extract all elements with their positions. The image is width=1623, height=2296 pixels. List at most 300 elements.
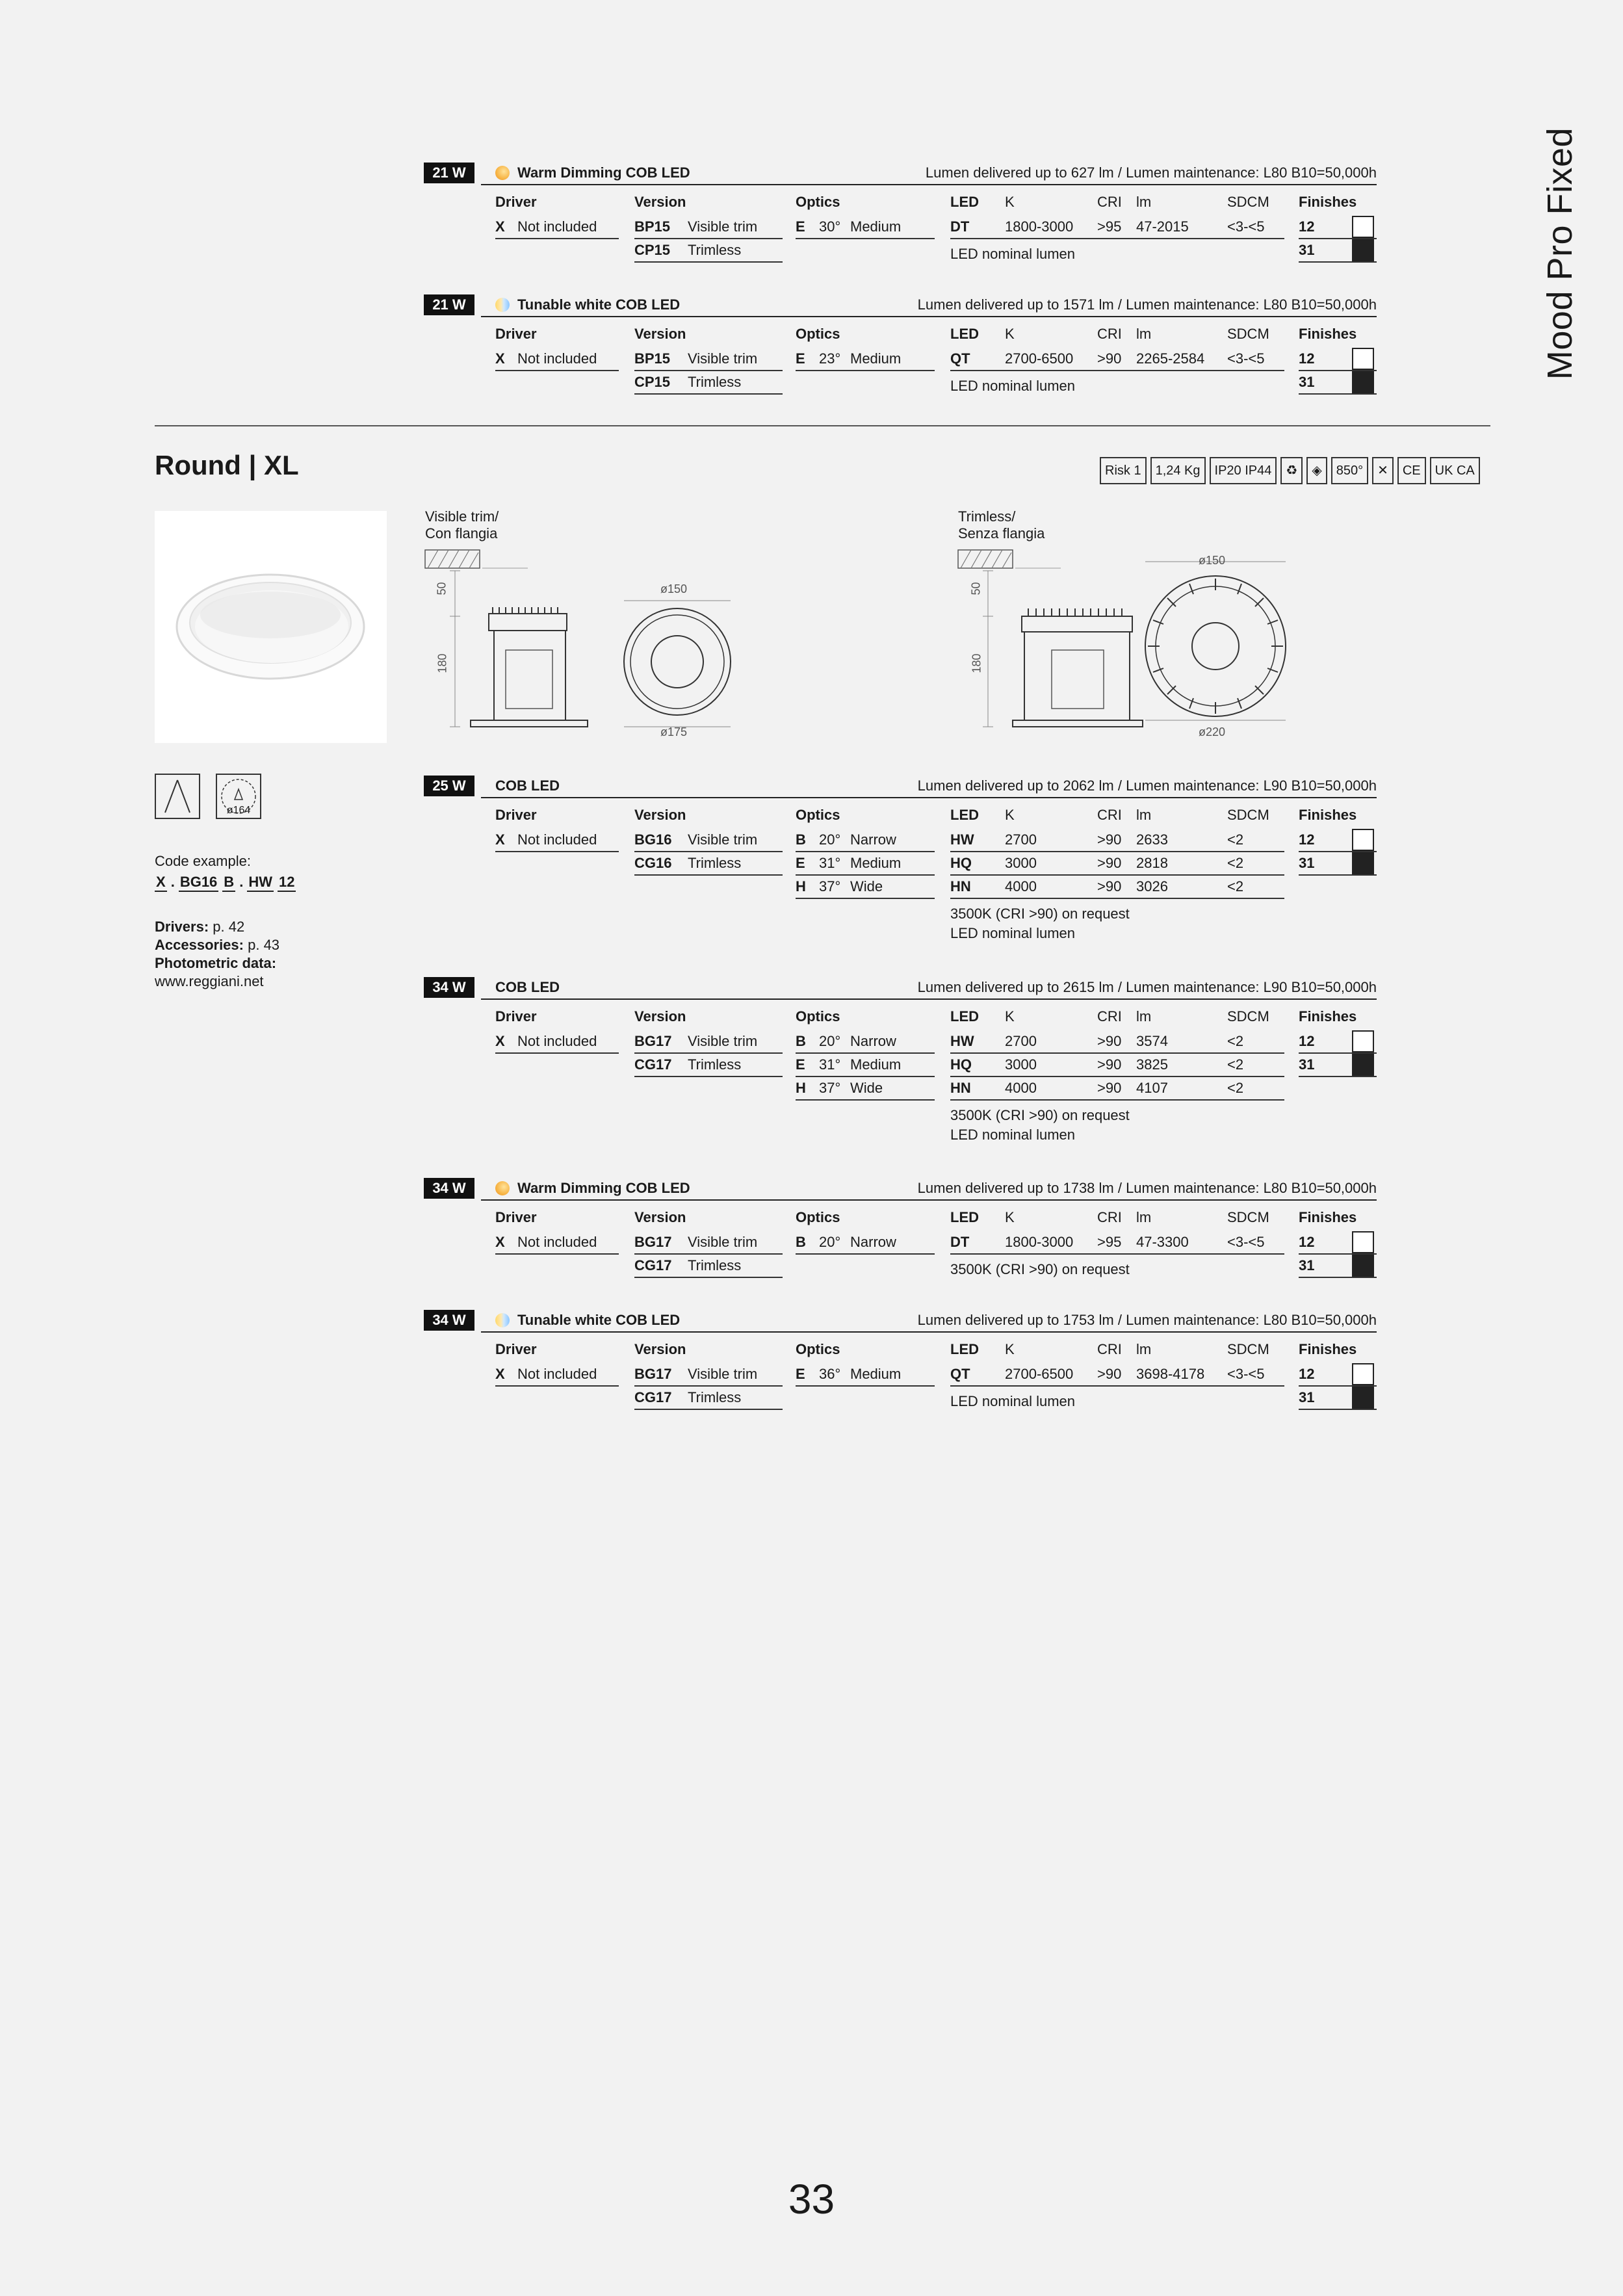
led-code: QT <box>950 1366 970 1382</box>
finish-swatch-white[interactable] <box>1352 1231 1374 1253</box>
sdcm-header: SDCM <box>1227 807 1269 823</box>
driver-header: Driver <box>495 1209 537 1225</box>
version-code: BP15 <box>634 350 671 367</box>
optics-angle: 37° <box>819 1080 841 1096</box>
led-cri: >90 <box>1097 1366 1122 1382</box>
website-link[interactable]: www.reggiani.net <box>155 973 264 989</box>
led-code: HN <box>950 878 971 894</box>
lumen-info: Lumen delivered up to 627 lm / Lumen maintenance: L80 B10=50,000h <box>925 164 1377 181</box>
optics-code: H <box>796 1080 806 1096</box>
version-label: Visible trim <box>688 831 758 848</box>
driver-code: X <box>495 218 505 235</box>
finish-swatch-black[interactable] <box>1352 1054 1374 1076</box>
row-rule <box>634 261 783 263</box>
led-cri: >90 <box>1097 1033 1122 1049</box>
row-rule <box>634 851 783 852</box>
sdcm-header: SDCM <box>1227 326 1269 342</box>
cri-header: CRI <box>1097 1209 1122 1225</box>
version-code: CP15 <box>634 242 671 258</box>
driver-label: Not included <box>517 1234 597 1250</box>
finish-code: 31 <box>1299 1389 1315 1405</box>
version-label: Visible trim <box>688 1033 758 1049</box>
version-code: CG17 <box>634 1389 672 1405</box>
k-header: K <box>1005 1209 1015 1225</box>
spec-block-header <box>424 776 1377 798</box>
optics-header: Optics <box>796 1209 840 1225</box>
row-rule <box>796 851 935 852</box>
version-code: BG17 <box>634 1366 672 1382</box>
k-header: K <box>1005 1008 1015 1024</box>
finishes-header: Finishes <box>1299 1008 1357 1024</box>
cri-header: CRI <box>1097 1341 1122 1357</box>
led-sdcm: <3-<5 <box>1227 218 1265 235</box>
row-rule <box>1299 393 1377 395</box>
row-rule <box>634 393 783 395</box>
lumen-info: Lumen delivered up to 1571 lm / Lumen maintenance: L80 B10=50,000h <box>917 296 1377 313</box>
row-rule <box>495 370 619 371</box>
k-header: K <box>1005 807 1015 823</box>
spec-block-header <box>424 163 1377 185</box>
optics-angle: 23° <box>819 350 841 367</box>
version-code: CG17 <box>634 1056 672 1073</box>
driver-code: X <box>495 831 505 848</box>
finish-code: 31 <box>1299 1257 1315 1273</box>
version-code: BG17 <box>634 1033 672 1049</box>
spec-block <box>424 1178 1377 1294</box>
version-label: Trimless <box>688 1056 742 1073</box>
optics-code: E <box>796 350 805 367</box>
led-sdcm: <3-<5 <box>1227 1234 1265 1250</box>
code-example-part: B <box>222 874 235 892</box>
row-rule <box>796 898 935 899</box>
led-sdcm: <2 <box>1227 855 1244 871</box>
code-example-part: X <box>155 874 167 892</box>
led-sdcm: <2 <box>1227 1033 1244 1049</box>
row-rule <box>1299 1076 1377 1077</box>
led-lm: 3698-4178 <box>1136 1366 1205 1382</box>
cri-header: CRI <box>1097 326 1122 342</box>
row-rule <box>950 1253 1284 1255</box>
led-type: Tunable white COB LED <box>517 1312 681 1328</box>
spec-block <box>424 776 1377 958</box>
optics-header: Optics <box>796 807 840 823</box>
version-label: Trimless <box>688 1389 742 1405</box>
version-header: Version <box>634 194 686 210</box>
code-example-label: Code example: <box>155 853 251 869</box>
optics-code: B <box>796 1234 806 1250</box>
row-rule <box>796 1052 935 1054</box>
optics-header: Optics <box>796 1341 840 1357</box>
row-rule <box>950 1385 1284 1387</box>
driver-code: X <box>495 1234 505 1250</box>
sdcm-header: SDCM <box>1227 1008 1269 1024</box>
row-rule <box>796 1385 935 1387</box>
optics-code: E <box>796 1366 805 1382</box>
optics-angle: 30° <box>819 218 841 235</box>
k-header: K <box>1005 194 1015 210</box>
version-header: Version <box>634 1008 686 1024</box>
driver-header: Driver <box>495 194 537 210</box>
led-code: DT <box>950 218 970 235</box>
led-lm: 47-2015 <box>1136 218 1189 235</box>
diameter-bottom-visible: ø175 <box>660 725 688 738</box>
led-cri: >95 <box>1097 218 1122 235</box>
row-rule <box>634 370 783 371</box>
led-code: HQ <box>950 855 972 871</box>
spec-table <box>424 1200 1377 1294</box>
cri-header: CRI <box>1097 807 1122 823</box>
version-label: Trimless <box>688 374 742 390</box>
optics-label: Narrow <box>850 831 896 848</box>
row-rule <box>796 1099 935 1101</box>
wattage-badge: 34 W <box>424 1310 474 1331</box>
cert-badge: IP20 IP44 <box>1210 457 1277 484</box>
driver-label: Not included <box>517 218 597 235</box>
spec-note: 3500K (CRI >90) on request <box>950 1261 1130 1277</box>
lumen-info: Lumen delivered up to 2615 lm / Lumen maintenance: L90 B10=50,000h <box>917 979 1377 995</box>
sdcm-header: SDCM <box>1227 1209 1269 1225</box>
row-rule <box>950 851 1284 852</box>
row-rule <box>634 874 783 876</box>
height-180-trimless: 180 <box>970 653 983 673</box>
lm-header: lm <box>1136 1008 1152 1024</box>
led-k: 4000 <box>1005 1080 1037 1096</box>
code-example-part: BG16 <box>179 874 218 892</box>
lm-header: lm <box>1136 807 1152 823</box>
finishes-header: Finishes <box>1299 326 1357 342</box>
row-rule <box>1299 261 1377 263</box>
version-label: Visible trim <box>688 1366 758 1382</box>
cert-badge: UK CA <box>1430 457 1480 484</box>
led-code: HQ <box>950 1056 972 1073</box>
row-rule <box>1299 1277 1377 1278</box>
cutout-icon <box>216 774 261 819</box>
led-cri: >90 <box>1097 855 1122 871</box>
code-example-part: . <box>239 874 244 890</box>
version-label: Trimless <box>688 855 742 871</box>
cert-badge: 850° <box>1331 457 1368 484</box>
row-rule <box>950 1099 1284 1101</box>
height-50-trimless: 50 <box>969 582 983 595</box>
led-type: Warm Dimming COB LED <box>517 164 690 181</box>
finish-swatch-white[interactable] <box>1352 1363 1374 1385</box>
code-example-part: 12 <box>278 874 296 892</box>
driver-code: X <box>495 1033 505 1049</box>
row-rule <box>950 898 1284 899</box>
led-header: LED <box>950 1341 979 1357</box>
led-lm: 3574 <box>1136 1033 1168 1049</box>
optics-code: H <box>796 878 806 894</box>
optics-label: Narrow <box>850 1234 896 1250</box>
led-header: LED <box>950 807 979 823</box>
led-k: 3000 <box>1005 855 1037 871</box>
led-sdcm: <2 <box>1227 878 1244 894</box>
led-lm: 2818 <box>1136 855 1168 871</box>
led-type: Warm Dimming COB LED <box>517 1180 690 1196</box>
finish-code: 12 <box>1299 1234 1315 1250</box>
row-rule <box>634 1253 783 1255</box>
cert-badge: ✕ <box>1372 457 1394 484</box>
wattage-badge: 25 W <box>424 776 474 796</box>
product-photo <box>155 511 387 743</box>
drivers-label: Drivers: <box>155 919 209 935</box>
led-header: LED <box>950 1008 979 1024</box>
version-code: CG16 <box>634 855 672 871</box>
optics-angle: 37° <box>819 878 841 894</box>
row-rule <box>634 1052 783 1054</box>
lumen-info: Lumen delivered up to 1738 lm / Lumen maintenance: L80 B10=50,000h <box>917 1180 1377 1196</box>
version-header: Version <box>634 326 686 342</box>
height-50-visible: 50 <box>435 582 448 595</box>
driver-header: Driver <box>495 1341 537 1357</box>
cert-badge: ♻ <box>1280 457 1303 484</box>
led-code: HN <box>950 1080 971 1096</box>
wattage-badge: 21 W <box>424 163 474 183</box>
row-rule <box>950 1076 1284 1077</box>
row-rule <box>796 370 935 371</box>
driver-header: Driver <box>495 326 537 342</box>
spec-table <box>424 999 1377 1159</box>
led-lm: 3825 <box>1136 1056 1168 1073</box>
spec-block-header <box>424 1178 1377 1200</box>
optics-label: Medium <box>850 218 902 235</box>
led-type: Tunable white COB LED <box>517 296 681 313</box>
led-k: 2700-6500 <box>1005 350 1074 367</box>
optics-code: B <box>796 831 806 848</box>
led-code: QT <box>950 350 970 367</box>
trimless-drawing <box>957 545 1295 740</box>
finish-swatch-white[interactable] <box>1352 216 1374 238</box>
side-title: Mood Pro Fixed <box>1540 127 1579 380</box>
k-header: K <box>1005 326 1015 342</box>
optics-header: Optics <box>796 1008 840 1024</box>
lumen-info: Lumen delivered up to 1753 lm / Lumen maintenance: L80 B10=50,000h <box>917 1312 1377 1328</box>
optics-angle: 20° <box>819 1234 841 1250</box>
diameter-top-visible: ø150 <box>660 582 688 595</box>
driver-label: Not included <box>517 831 597 848</box>
led-k: 2700-6500 <box>1005 1366 1074 1382</box>
product-title: Round | XL <box>155 450 299 480</box>
diameter-bottom-trimless: ø220 <box>1199 725 1226 738</box>
led-type: COB LED <box>495 777 560 794</box>
led-k: 1800-3000 <box>1005 1234 1074 1250</box>
optics-label: Medium <box>850 855 902 871</box>
cert-badge: ◈ <box>1306 457 1327 484</box>
cert-badge: CE <box>1397 457 1426 484</box>
led-lm: 2633 <box>1136 831 1168 848</box>
version-header: Version <box>634 1209 686 1225</box>
optics-label: Wide <box>850 1080 883 1096</box>
version-code: BP15 <box>634 218 671 235</box>
led-sdcm: <3-<5 <box>1227 1366 1265 1382</box>
version-label: Trimless <box>688 1257 742 1273</box>
lm-header: lm <box>1136 1341 1152 1357</box>
optics-code: E <box>796 218 805 235</box>
spec-note: 3500K (CRI >90) on request <box>950 906 1130 922</box>
led-type: COB LED <box>495 979 560 995</box>
version-label: Visible trim <box>688 218 758 235</box>
row-rule <box>796 1253 935 1255</box>
wattage-badge: 34 W <box>424 1178 474 1199</box>
finish-swatch-black[interactable] <box>1352 1387 1374 1409</box>
accessories-label: Accessories: <box>155 937 244 953</box>
led-cri: >90 <box>1097 878 1122 894</box>
optics-label: Medium <box>850 1366 902 1382</box>
row-rule <box>1299 874 1377 876</box>
sdcm-header: SDCM <box>1227 194 1269 210</box>
cert-badge: Risk 1 <box>1100 457 1147 484</box>
led-cri: >90 <box>1097 1056 1122 1073</box>
version-label: Trimless <box>688 242 742 258</box>
warm-dimming-icon <box>495 1181 510 1195</box>
page-number: 33 <box>788 2176 835 2223</box>
finish-swatch-white[interactable] <box>1352 348 1374 370</box>
spec-block-header <box>424 977 1377 999</box>
accessories-page: p. 43 <box>248 937 280 953</box>
row-rule <box>495 238 619 239</box>
finishes-header: Finishes <box>1299 1341 1357 1357</box>
led-lm: 3026 <box>1136 878 1168 894</box>
lumen-info: Lumen delivered up to 2062 lm / Lumen maintenance: L90 B10=50,000h <box>917 777 1377 794</box>
led-header: LED <box>950 1209 979 1225</box>
driver-code: X <box>495 1366 505 1382</box>
version-code: CP15 <box>634 374 671 390</box>
optics-label: Narrow <box>850 1033 896 1049</box>
row-rule <box>950 1052 1284 1054</box>
led-k: 1800-3000 <box>1005 218 1074 235</box>
finishes-header: Finishes <box>1299 194 1357 210</box>
finish-swatch-black[interactable] <box>1352 1255 1374 1277</box>
row-rule <box>796 238 935 239</box>
sidebar-references <box>155 918 279 991</box>
led-cri: >90 <box>1097 831 1122 848</box>
optics-angle: 36° <box>819 1366 841 1382</box>
lm-header: lm <box>1136 1209 1152 1225</box>
finish-swatch-black[interactable] <box>1352 239 1374 261</box>
lm-header: lm <box>1136 194 1152 210</box>
diameter-top-trimless: ø150 <box>1199 554 1226 567</box>
led-code: HW <box>950 1033 974 1049</box>
spec-block <box>424 294 1377 410</box>
wattage-badge: 21 W <box>424 294 474 315</box>
spec-block <box>424 1310 1377 1426</box>
optics-label: Wide <box>850 878 883 894</box>
finishes-header: Finishes <box>1299 1209 1357 1225</box>
version-label: Visible trim <box>688 1234 758 1250</box>
finishes-header: Finishes <box>1299 807 1357 823</box>
section-divider <box>155 425 1490 426</box>
finish-swatch-black[interactable] <box>1352 371 1374 393</box>
drivers-page: p. 42 <box>213 919 245 935</box>
led-code: HW <box>950 831 974 848</box>
row-rule <box>634 1409 783 1410</box>
k-header: K <box>1005 1341 1015 1357</box>
spec-table <box>424 317 1377 410</box>
finish-swatch-white[interactable] <box>1352 829 1374 851</box>
finish-code: 12 <box>1299 350 1315 367</box>
led-k: 2700 <box>1005 831 1037 848</box>
visible-trim-drawing <box>424 545 749 740</box>
sdcm-header: SDCM <box>1227 1341 1269 1357</box>
led-sdcm: <2 <box>1227 1080 1244 1096</box>
finish-code: 31 <box>1299 855 1315 871</box>
spec-block-header <box>424 1310 1377 1332</box>
led-sdcm: <3-<5 <box>1227 350 1265 367</box>
row-rule <box>634 1076 783 1077</box>
finish-code: 12 <box>1299 1033 1315 1049</box>
spec-note: LED nominal lumen <box>950 925 1075 941</box>
optics-header: Optics <box>796 194 840 210</box>
led-header: LED <box>950 194 979 210</box>
optics-angle: 31° <box>819 1056 841 1073</box>
led-k: 3000 <box>1005 1056 1037 1073</box>
version-code: CG17 <box>634 1257 672 1273</box>
driver-header: Driver <box>495 807 537 823</box>
spec-table <box>424 185 1377 278</box>
warm-dimming-icon <box>495 166 510 180</box>
row-rule <box>634 1277 783 1278</box>
optics-label: Medium <box>850 1056 902 1073</box>
driver-label: Not included <box>517 350 597 367</box>
row-rule <box>950 238 1284 239</box>
spec-note: LED nominal lumen <box>950 246 1075 262</box>
led-lm: 2265-2584 <box>1136 350 1205 367</box>
finish-code: 31 <box>1299 242 1315 258</box>
beam-angle-icon <box>155 774 200 819</box>
driver-label: Not included <box>517 1033 597 1049</box>
led-k: 2700 <box>1005 1033 1037 1049</box>
cutout-diameter: ø164 <box>226 805 251 816</box>
lm-header: lm <box>1136 326 1152 342</box>
led-sdcm: <2 <box>1227 1056 1244 1073</box>
finish-code: 31 <box>1299 374 1315 390</box>
optics-angle: 31° <box>819 855 841 871</box>
led-k: 4000 <box>1005 878 1037 894</box>
version-code: BG16 <box>634 831 672 848</box>
led-cri: >95 <box>1097 1234 1122 1250</box>
tunable-white-icon <box>495 298 510 312</box>
led-lm: 47-3300 <box>1136 1234 1189 1250</box>
finish-swatch-black[interactable] <box>1352 852 1374 874</box>
spec-block-header <box>424 294 1377 317</box>
version-header: Version <box>634 807 686 823</box>
photometric-label: Photometric data: <box>155 955 277 971</box>
optics-angle: 20° <box>819 1033 841 1049</box>
spec-table <box>424 798 1377 958</box>
row-rule <box>634 1385 783 1387</box>
spec-note: LED nominal lumen <box>950 1393 1075 1409</box>
height-180-visible: 180 <box>435 653 449 673</box>
row-rule <box>495 1385 619 1387</box>
wattage-badge: 34 W <box>424 977 474 998</box>
finish-code: 12 <box>1299 831 1315 848</box>
row-rule <box>796 874 935 876</box>
row-rule <box>495 1253 619 1255</box>
optics-code: E <box>796 1056 805 1073</box>
optics-angle: 20° <box>819 831 841 848</box>
row-rule <box>634 238 783 239</box>
spec-block <box>424 977 1377 1159</box>
code-example-part: . <box>170 874 175 890</box>
finish-swatch-white[interactable] <box>1352 1030 1374 1052</box>
version-label: Visible trim <box>688 350 758 367</box>
row-rule <box>950 370 1284 371</box>
certification-icons <box>1100 457 1480 486</box>
version-header: Version <box>634 1341 686 1357</box>
code-example <box>155 874 296 892</box>
led-lm: 4107 <box>1136 1080 1168 1096</box>
row-rule <box>1299 1409 1377 1410</box>
